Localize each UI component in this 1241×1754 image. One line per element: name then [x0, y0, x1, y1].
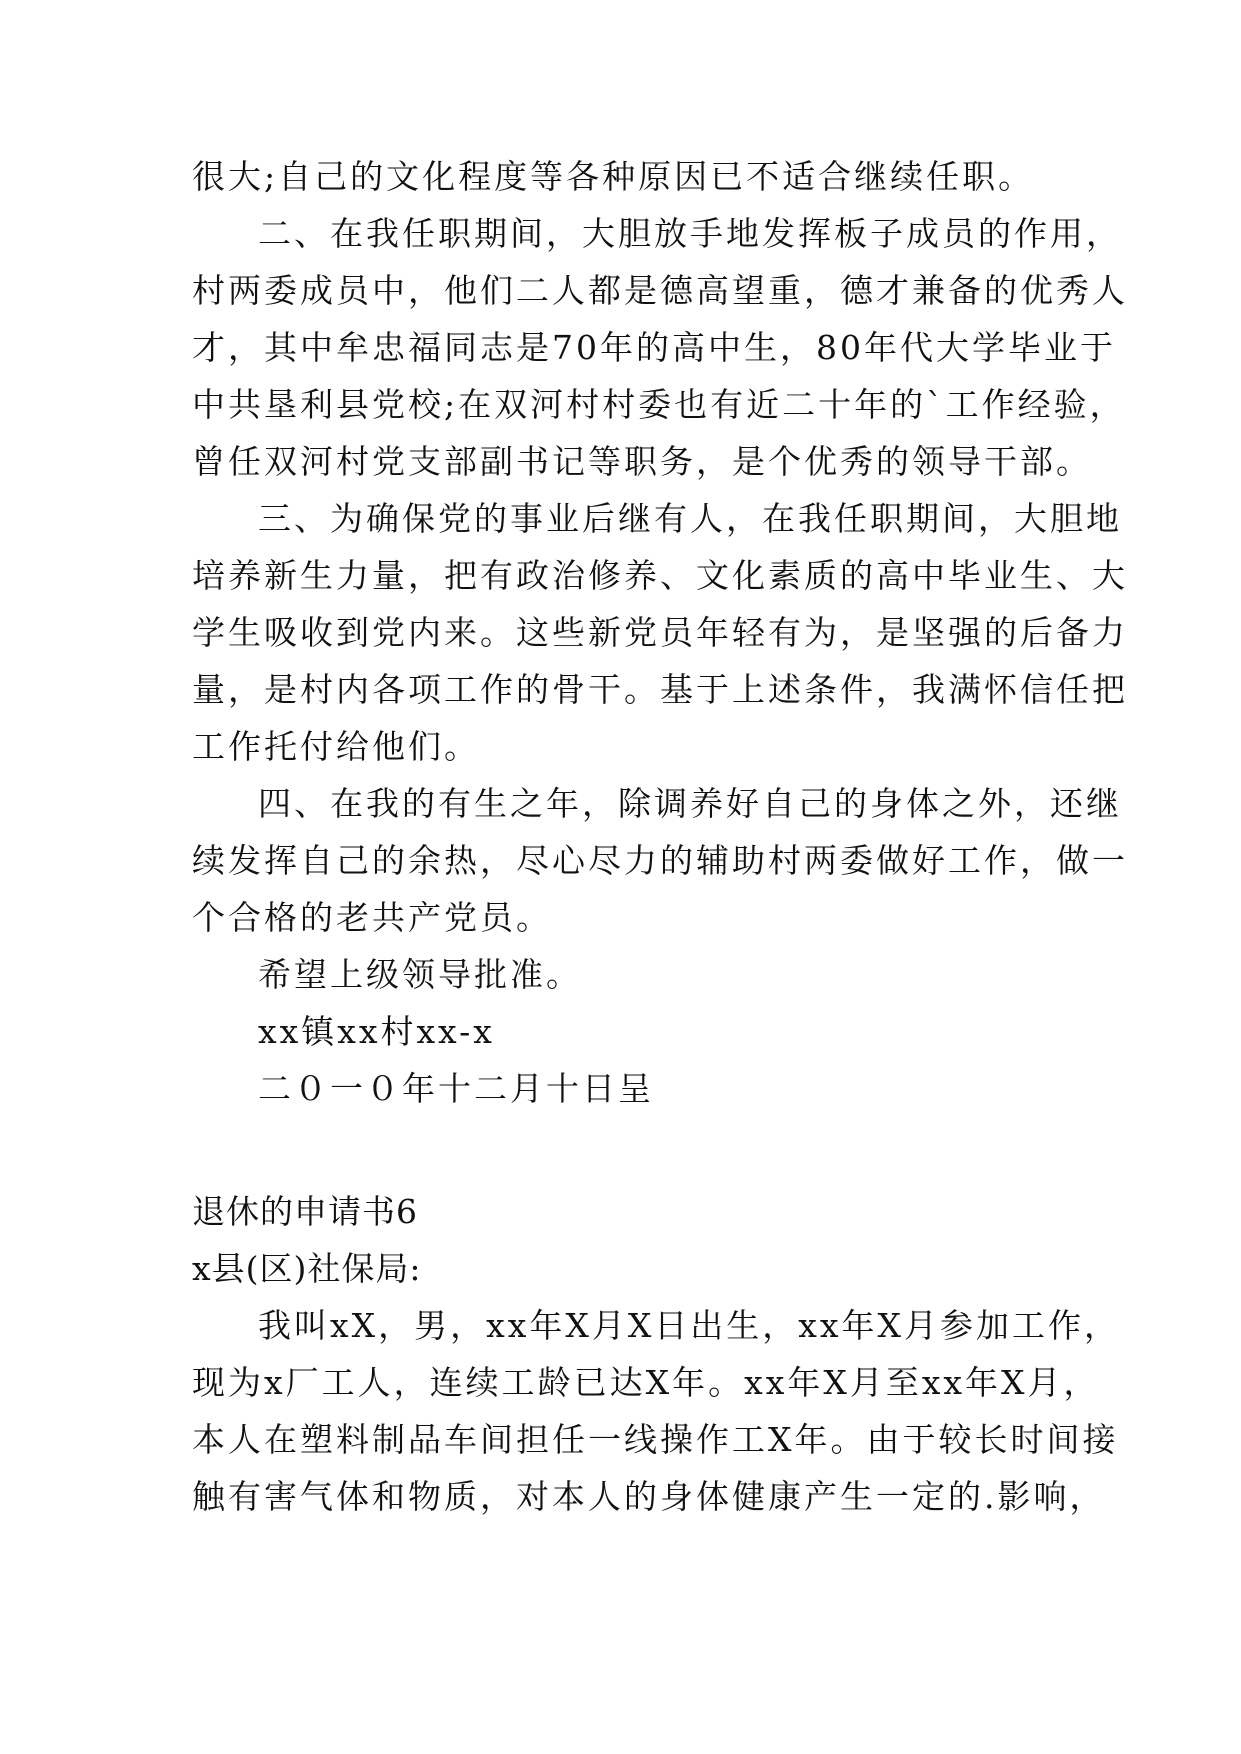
section-title: 退休的申请书6 [192, 1192, 418, 1231]
paragraph-line: 培养新生力量，把有政治修养、文化素质的高中毕业生、大 [192, 556, 1128, 595]
paragraph-line: 本人在塑料制品车间担任一线操作工X年。由于较长时间接 [192, 1420, 1119, 1459]
paragraph-line: 曾任双河村党支部副书记等职务，是个优秀的领导干部。 [192, 442, 1092, 481]
paragraph-line: 村两委成员中，他们二人都是德高望重，德才兼备的优秀人 [192, 271, 1128, 310]
paragraph-line: 四、在我的有生之年，除调养好自己的身体之外，还继 [258, 784, 1122, 823]
signature-date: 二０一０年十二月十日呈 [258, 1069, 654, 1108]
recipient-line: x县(区)社保局: [192, 1249, 422, 1288]
paragraph-line: 三、为确保党的事业后继有人，在我任职期间，大胆地 [258, 499, 1122, 538]
paragraph-line: 工作托付给他们。 [192, 727, 480, 766]
paragraph-line: 我叫xX，男，xx年X月X日出生，xx年X月参加工作， [258, 1306, 1121, 1345]
paragraph-line: 中共垦利县党校;在双河村村委也有近二十年的`工作经验， [192, 385, 1126, 424]
paragraph-line: 才，其中牟忠福同志是70年的高中生，80年代大学毕业于 [192, 328, 1116, 367]
paragraph-line: 学生吸收到党内来。这些新党员年轻有为，是坚强的后备力 [192, 613, 1128, 652]
paragraph-line: 个合格的老共产党员。 [192, 898, 552, 937]
signature-name: xx镇xx村xx-x [258, 1012, 495, 1051]
paragraph-line: 续发挥自己的余热，尽心尽力的辅助村两委做好工作，做一 [192, 841, 1128, 880]
paragraph-line: 触有害气体和物质，对本人的身体健康产生一定的.影响， [192, 1477, 1106, 1516]
paragraph-line: 二、在我任职期间，大胆放手地发挥板子成员的作用， [258, 214, 1122, 253]
closing-request: 希望上级领导批准。 [258, 955, 582, 994]
paragraph-line: 很大;自己的文化程度等各种原因已不适合继续任职。 [192, 157, 1035, 196]
paragraph-line: 现为x厂工人，连续工龄已达X年。xx年X月至xx年X月， [192, 1363, 1100, 1402]
paragraph-line: 量，是村内各项工作的骨干。基于上述条件，我满怀信任把 [192, 670, 1128, 709]
